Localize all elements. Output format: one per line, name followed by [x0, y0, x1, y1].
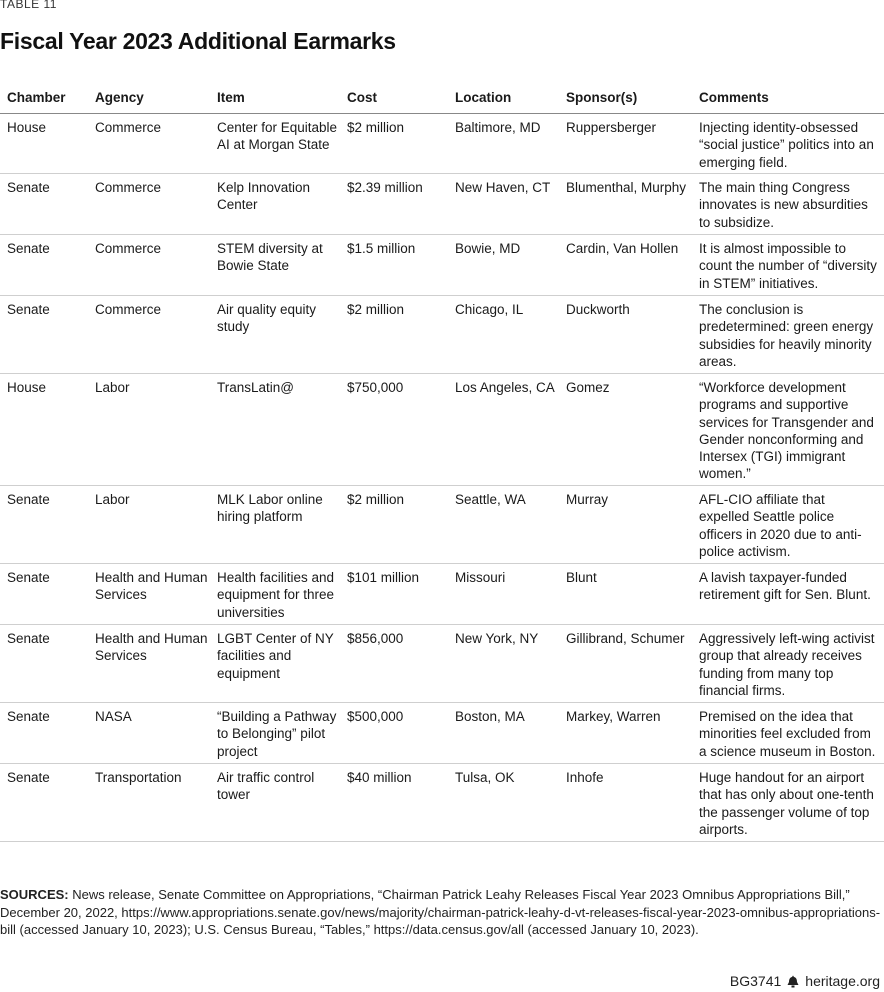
cell-cost: $40 million — [347, 770, 412, 785]
cell-sponsors: Gomez — [566, 380, 610, 395]
cell-chamber: Senate — [7, 709, 50, 724]
cell-agency: Commerce — [95, 302, 162, 317]
page-title: Fiscal Year 2023 Additional Earmarks — [0, 28, 396, 54]
cell-item: Kelp Innovation Center — [217, 180, 311, 213]
cell-item: “Building a Pathway to Belonging” pilot project — [217, 709, 337, 759]
table-row — [0, 564, 884, 625]
cell-chamber: Senate — [7, 631, 50, 646]
cell-cost: $2 million — [347, 302, 405, 317]
cell-location: Baltimore, MD — [455, 120, 541, 135]
cell-cost: $856,000 — [347, 631, 404, 646]
table-row — [0, 764, 884, 842]
cell-cost: $1.5 million — [347, 241, 416, 256]
cell-agency: NASA — [95, 709, 132, 724]
cell-item: MLK Labor online hiring platform — [217, 492, 323, 525]
cell-sponsors: Blumenthal, Murphy — [566, 180, 687, 195]
header-sponsors: Sponsor(s) — [566, 90, 638, 105]
table-row — [0, 174, 884, 235]
cell-item: TransLatin@ — [217, 380, 294, 395]
cell-item: Center for Equitable AI at Morgan State — [217, 120, 338, 153]
cell-comments: Injecting identity-obsessed “social justice” politics into an emerging field. — [699, 120, 874, 170]
cell-location: Boston, MA — [455, 709, 525, 724]
cell-item: Health facilities and equipment for three universities — [217, 570, 335, 620]
table-row — [0, 486, 884, 564]
footer — [730, 973, 880, 989]
table-label: TABLE 11 — [0, 0, 57, 11]
table-row — [0, 114, 884, 174]
cell-comments: Huge handout for an airport that has only about one-tenth the passenger volume of top airports. — [699, 770, 874, 837]
table-row — [0, 374, 884, 486]
table-row — [0, 703, 884, 764]
cell-item: LGBT Center of NY facilities and equipment — [217, 631, 334, 681]
cell-location: Bowie, MD — [455, 241, 521, 256]
header-chamber: Chamber — [7, 90, 66, 105]
cell-sponsors: Inhofe — [566, 770, 604, 785]
cell-agency: Health and Human Services — [95, 631, 208, 664]
cell-sponsors: Gillibrand, Schumer — [566, 631, 685, 646]
table-header — [0, 82, 884, 114]
table-row — [0, 625, 884, 703]
cell-item: STEM diversity at Bowie State — [217, 241, 323, 274]
table-row — [0, 235, 884, 296]
cell-chamber: Senate — [7, 180, 50, 195]
cell-location: Missouri — [455, 570, 506, 585]
table-body — [0, 114, 884, 842]
cell-chamber: Senate — [7, 570, 50, 585]
cell-location: Seattle, WA — [455, 492, 526, 507]
cell-location: Tulsa, OK — [455, 770, 515, 785]
cell-chamber: Senate — [7, 302, 50, 317]
cell-cost: $2 million — [347, 492, 405, 507]
sources-note — [0, 886, 884, 939]
cell-agency: Health and Human Services — [95, 570, 208, 603]
cell-agency: Commerce — [95, 241, 162, 256]
table-row — [0, 296, 884, 374]
header-cost: Cost — [347, 90, 377, 105]
cell-agency: Labor — [95, 380, 130, 395]
cell-location: Chicago, IL — [455, 302, 524, 317]
cell-cost: $500,000 — [347, 709, 404, 724]
cell-comments: It is almost impossible to count the number of “diversity in STEM” initiatives. — [699, 241, 877, 291]
cell-cost: $101 million — [347, 570, 420, 585]
cell-cost: $2.39 million — [347, 180, 423, 195]
footer-code: BG3741 — [729, 973, 782, 989]
cell-comments: Premised on the idea that minorities feel excluded from a science museum in Boston. — [699, 709, 876, 759]
cell-comments: The main thing Congress innovates is new absurdities to subsidize. — [699, 180, 868, 230]
cell-agency: Transportation — [95, 770, 182, 785]
cell-agency: Commerce — [95, 120, 162, 135]
cell-sponsors: Duckworth — [566, 302, 630, 317]
cell-cost: $750,000 — [347, 380, 404, 395]
cell-sponsors: Cardin, Van Hollen — [566, 241, 679, 256]
header-comments: Comments — [699, 90, 769, 105]
header-location: Location — [455, 90, 512, 105]
cell-comments: The conclusion is predetermined: green energy subsidies for heavily minority areas. — [699, 302, 874, 369]
bell-icon — [787, 975, 799, 988]
cell-sponsors: Blunt — [566, 570, 597, 585]
header-agency: Agency — [95, 90, 144, 105]
cell-chamber: House — [7, 380, 47, 395]
cell-location: Los Angeles, CA — [455, 380, 555, 395]
header-item: Item — [217, 90, 245, 105]
cell-chamber: Senate — [7, 241, 50, 256]
cell-item: Air quality equity study — [217, 302, 317, 335]
cell-cost: $2 million — [347, 120, 405, 135]
cell-item: Air traffic control tower — [217, 770, 315, 803]
sources-text: News release, Senate Committee on Appropriations, “Chairman Patrick Leahy Releases Fiscal Year 2023 Omnibus Appropriations Bill,” December 20, 2022, https://www.appropriations.senate.gov/news/majority/chairman-patrick-leahy-d-vt-releases-fiscal-year-2023-omnibus-appropriations-bill (accessed January 10, 2023); U.S. Census Bureau, “Tables,” https://data.census.gov/all (accessed January 10, 2023). — [0, 887, 881, 937]
cell-comments: AFL-CIO affiliate that expelled Seattle police officers in 2020 due to anti-police activism. — [699, 492, 862, 559]
cell-comments: Aggressively left-wing activist group that already receives funding from many top financial firms. — [699, 631, 875, 698]
cell-comments: “Workforce development programs and supportive services for Transgender and Gender nonconforming and Intersex (TGI) immigrant women.” — [699, 380, 874, 482]
sources-label: SOURCES: — [0, 887, 69, 902]
footer-site: heritage.org — [805, 973, 880, 989]
cell-sponsors: Murray — [566, 492, 609, 507]
cell-chamber: Senate — [7, 492, 50, 507]
cell-sponsors: Markey, Warren — [566, 709, 661, 724]
cell-chamber: Senate — [7, 770, 50, 785]
cell-location: New York, NY — [455, 631, 539, 646]
cell-agency: Labor — [95, 492, 130, 507]
cell-location: New Haven, CT — [455, 180, 551, 195]
earmarks-table — [0, 82, 884, 842]
cell-sponsors: Ruppersberger — [566, 120, 657, 135]
cell-chamber: House — [7, 120, 47, 135]
cell-agency: Commerce — [95, 180, 162, 195]
cell-comments: A lavish taxpayer-funded retirement gift for Sen. Blunt. — [699, 570, 871, 603]
